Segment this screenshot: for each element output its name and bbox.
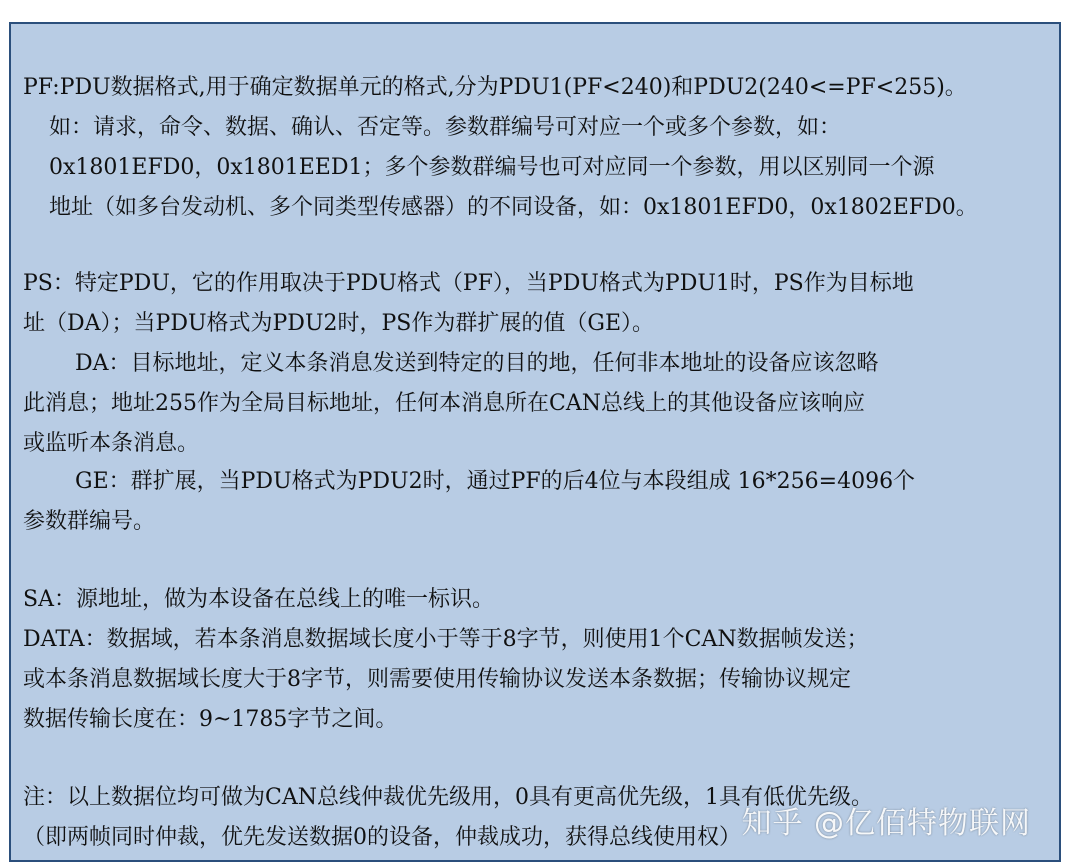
pf-paragraph <box>23 68 1053 228</box>
da-line-1: DA：目标地址，定义本条消息发送到特定的目的地，任何非本地址的设备应该忽略 <box>75 351 879 376</box>
pf-line-1: PF:PDU数据格式,用于确定数据单元的格式,分为PDU1(PF<240)和PDU2(240<=PF<255)。 <box>23 75 967 100</box>
data-field-paragraph <box>23 620 1053 740</box>
ps-line-2: 址（DA）；当PDU格式为PDU2时，PS作为群扩展的值（GE）。 <box>23 311 654 336</box>
ge-paragraph <box>23 462 1053 542</box>
document-text-box <box>9 22 1061 862</box>
pf-line-4: 地址（如多台发动机、多个同类型传感器）的不同设备，如：0x1801EFD0，0x1802EFD0。 <box>49 195 978 220</box>
zhihu-watermark: 知乎 @亿佰特物联网 <box>741 806 1031 841</box>
ps-line-1: PS：特定PDU，它的作用取决于PDU格式（PF），当PDU格式为PDU1时，PS作为目标地 <box>23 271 914 296</box>
sa-line-1: SA：源地址，做为本设备在总线上的唯一标识。 <box>23 587 494 612</box>
top-strip <box>0 0 1072 20</box>
ps-paragraph <box>23 264 1053 344</box>
sa-paragraph <box>23 580 1053 620</box>
data-field-line-2: 或本条消息数据域长度大于8字节，则需要使用传输协议发送本条数据；传输协议规定 <box>23 667 851 692</box>
ge-line-1: GE：群扩展，当PDU格式为PDU2时，通过PF的后4位与本段组成 16*256=4096个 <box>75 469 916 494</box>
note-line-1: 注：以上数据位均可做为CAN总线仲裁优先级用，0具有更高优先级，1具有低优先级。 <box>23 785 873 810</box>
pf-line-3: 0x1801EFD0，0x1801EED1；多个参数群编号也可对应同一个参数，用以区别同一个源 <box>49 155 935 180</box>
pf-line-2: 如：请求，命令、数据、确认、否定等。参数群编号可对应一个或多个参数，如： <box>49 115 842 140</box>
data-field-line-1: DATA：数据域，若本条消息数据域长度小于等于8字节，则使用1个CAN数据帧发送； <box>23 627 869 652</box>
data-field-line-3: 数据传输长度在：9~1785字节之间。 <box>23 707 398 732</box>
da-paragraph <box>23 344 1053 464</box>
da-line-3: 或监听本条消息。 <box>23 431 200 456</box>
da-line-2: 此消息；地址255作为全局目标地址，任何本消息所在CAN总线上的其他设备应该响应 <box>23 391 865 416</box>
note-line-2: （即两帧同时仲裁，优先发送数据0的设备，仲裁成功，获得总线使用权） <box>23 825 741 850</box>
ge-line-2: 参数群编号。 <box>23 509 156 534</box>
